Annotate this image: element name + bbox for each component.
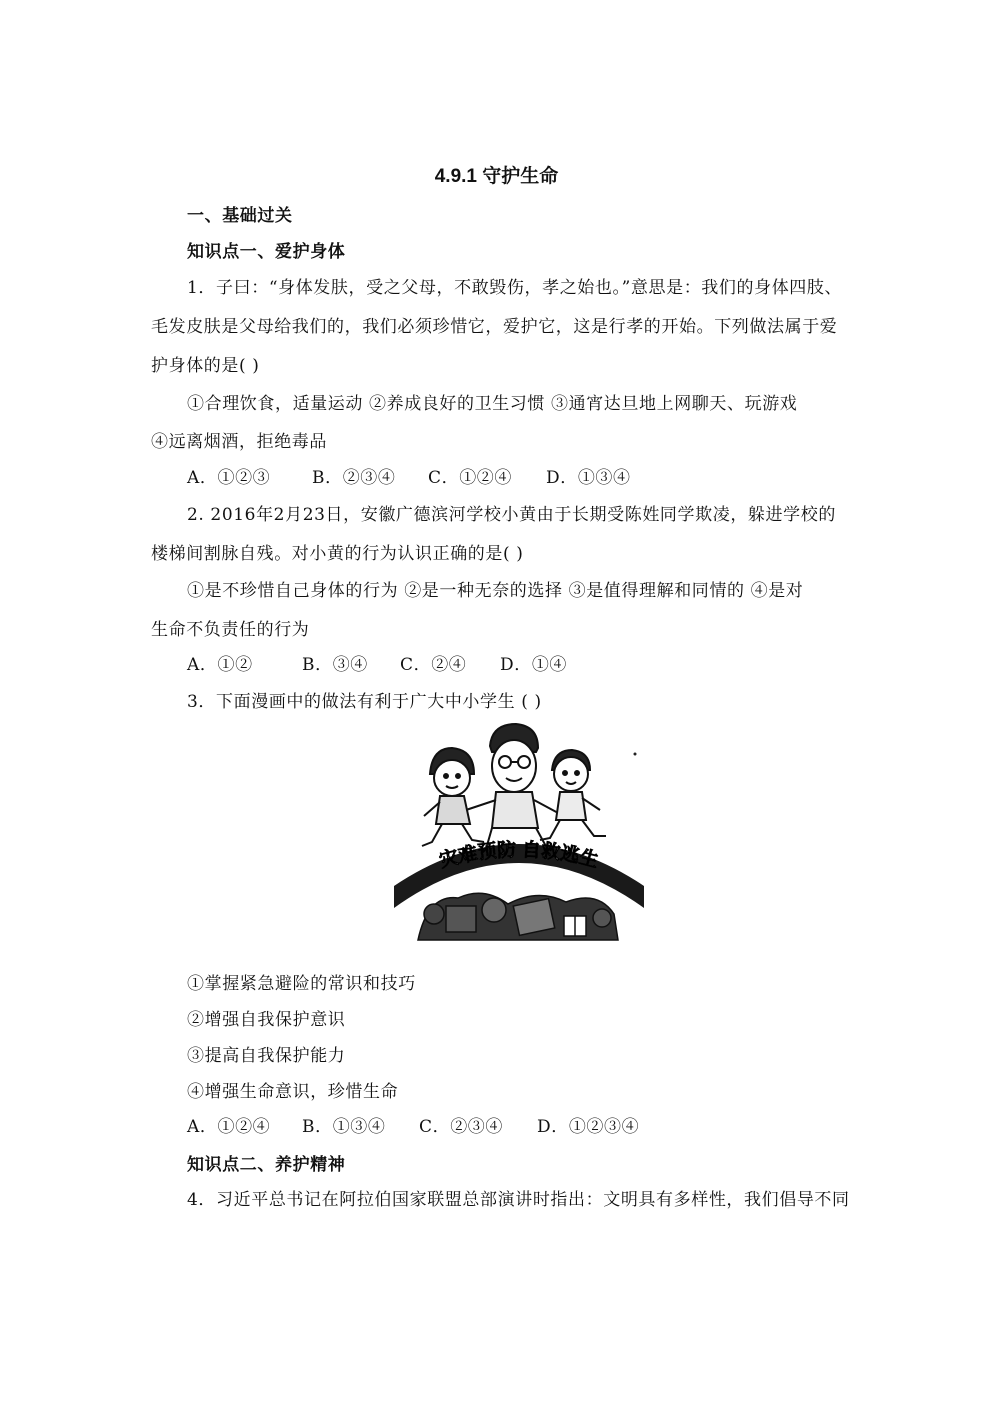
q1-items-line2: ④远离烟酒，拒绝毒品 xyxy=(151,432,327,452)
q3-option-a: A．①②④ xyxy=(187,1117,271,1137)
q2-line2: 楼梯间割脉自残。对小黄的行为认识正确的是( ) xyxy=(151,544,524,564)
q3-item-3: ③提高自我保护能力 xyxy=(187,1046,346,1066)
q1-option-c: C．①②④ xyxy=(428,468,513,488)
q2-option-d: D．①④ xyxy=(500,655,568,675)
q1-line2: 毛发皮肤是父母给我们的，我们必须珍惜它，爱护它，这是行孝的开始。下列做法属于爱 xyxy=(151,317,838,337)
q4-line1: 4．习近平总书记在阿拉伯国家联盟总部演讲时指出：文明具有多样性，我们倡导不同 xyxy=(187,1190,850,1210)
section-heading: 一、基础过关 xyxy=(187,206,293,226)
q3-line1: 3．下面漫画中的做法有利于广大中小学生 ( ) xyxy=(187,692,542,712)
cartoon-illustration xyxy=(388,718,650,942)
rubble-scene xyxy=(418,893,618,940)
q3-options xyxy=(187,1116,639,1138)
knowledge-point-1: 知识点一、爱护身体 xyxy=(187,242,346,262)
boy-figure xyxy=(540,750,606,840)
q2-line1: 2. 2016年2月23日，安徽广德滨河学校小黄由于长期受陈姓同学欺凌，躲进学校的 xyxy=(187,505,836,525)
q2-option-a: A．①② xyxy=(187,655,253,675)
q3-option-c: C．②③④ xyxy=(419,1117,504,1137)
page-title: 4.9.1 守护生命 xyxy=(434,166,559,187)
knowledge-point-2: 知识点二、养护精神 xyxy=(187,1155,346,1175)
q3-item-4: ④增强生命意识，珍惜生命 xyxy=(187,1082,399,1102)
q2-option-c: C．②④ xyxy=(400,655,467,675)
disaster-prevention-cartoon xyxy=(388,718,650,942)
banner-text: 灾难预防 自救逃生 xyxy=(437,839,601,873)
girl-figure xyxy=(422,748,484,846)
q1-option-a: A．①②③ xyxy=(187,468,271,488)
q2-option-b: B．③④ xyxy=(302,655,368,675)
q2-items-line1: ①是不珍惜自己身体的行为 ②是一种无奈的选择 ③是值得理解和同情的 ④是对 xyxy=(187,581,804,601)
q2-items-line2: 生命不负责任的行为 xyxy=(151,620,310,640)
q3-item-1: ①掌握紧急避险的常识和技巧 xyxy=(187,974,416,994)
q1-items-line1: ①合理饮食，适量运动 ②养成良好的卫生习惯 ③通宵达旦地上网聊天、玩游戏 xyxy=(187,394,798,414)
q1-option-d: D．①③④ xyxy=(546,468,631,488)
q3-option-d: D．①②③④ xyxy=(537,1117,640,1137)
q2-options xyxy=(187,654,567,676)
q3-option-b: B．①③④ xyxy=(302,1117,386,1137)
q1-line3: 护身体的是( ) xyxy=(151,356,260,376)
q1-options xyxy=(187,467,631,489)
q3-item-2: ②增强自我保护意识 xyxy=(187,1010,346,1030)
q1-option-b: B．②③④ xyxy=(312,468,396,488)
q1-line1: 1．子曰：“身体发肤，受之父母，不敢毁伤，孝之始也。”意思是：我们的身体四肢、 xyxy=(187,278,843,298)
